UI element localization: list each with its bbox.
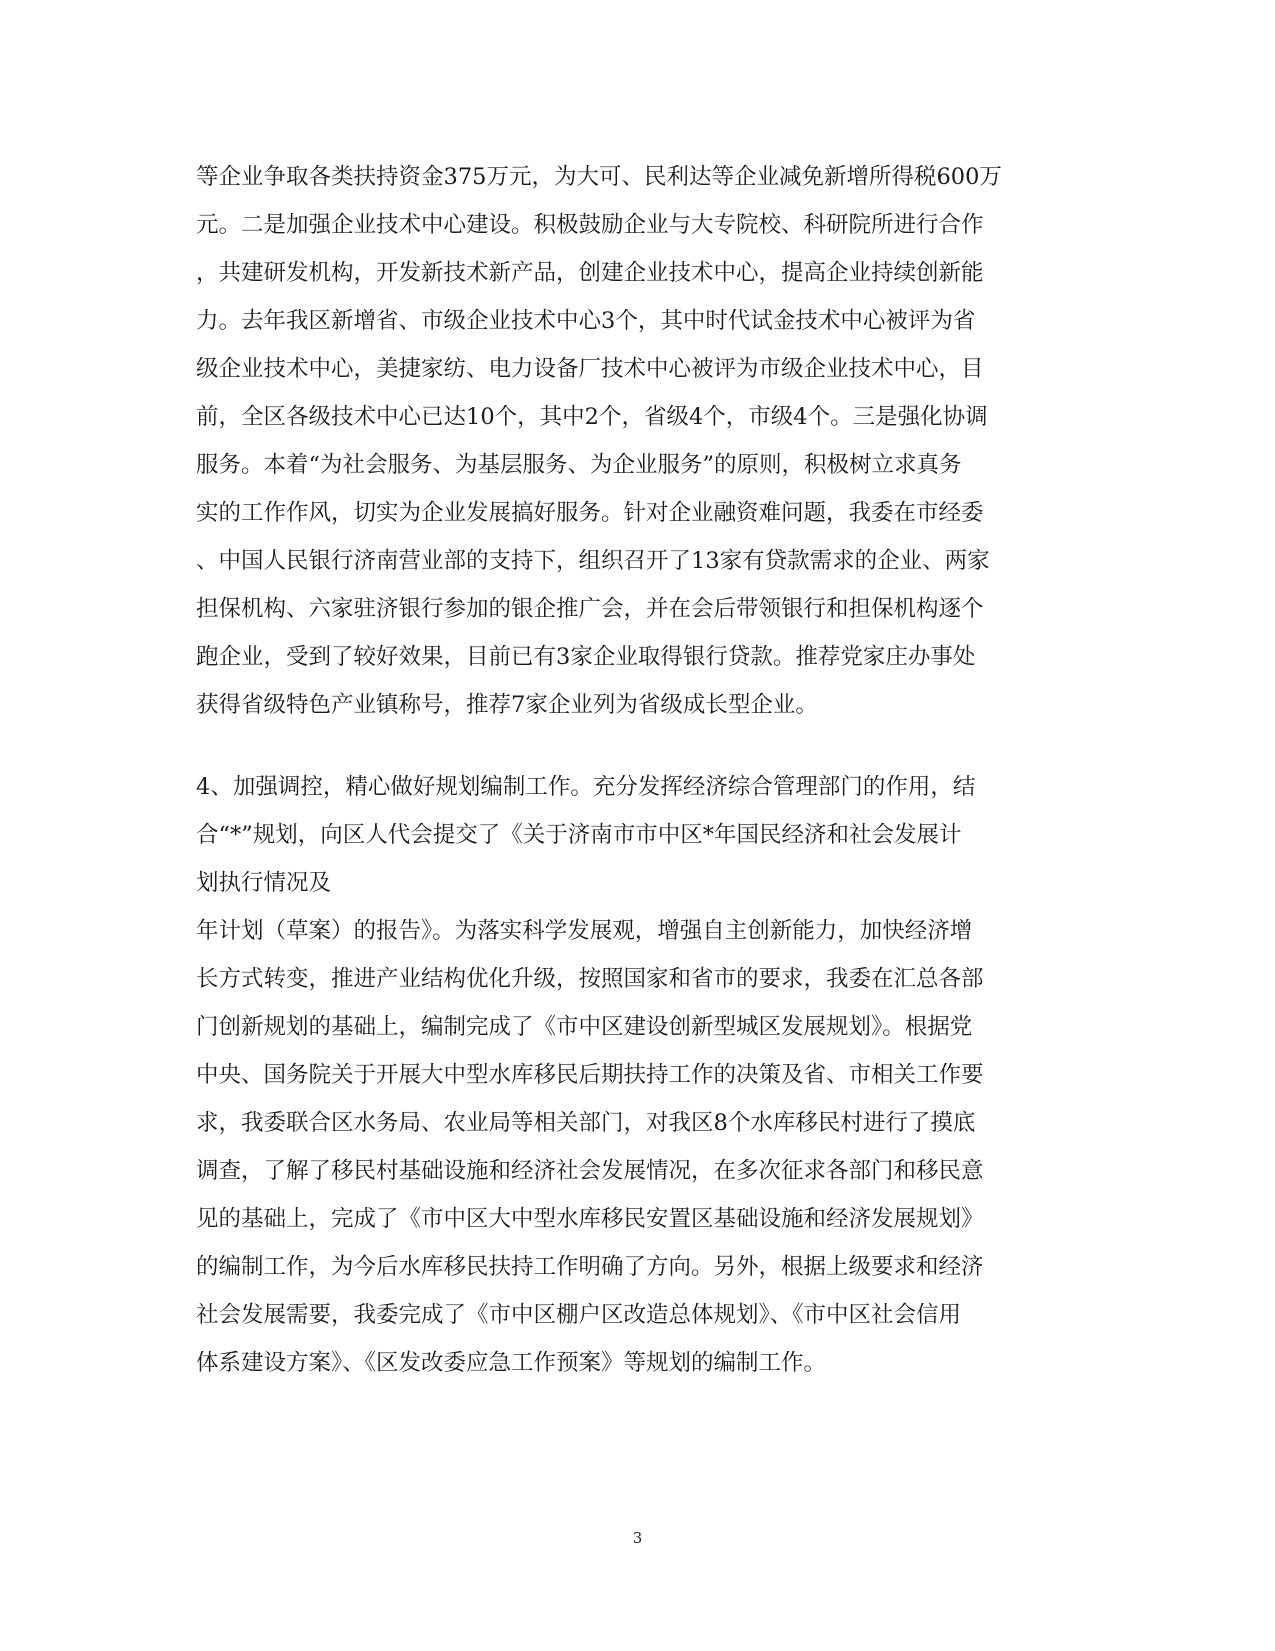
paragraph-line: 社会发展需要，我委完成了《市中区棚户区改造总体规划》、《市中区社会信用 bbox=[196, 1302, 962, 1328]
paragraph-line: 中央、国务院关于开展大中型水库移民后期扶持工作的决策及省、市相关工作要 bbox=[196, 1062, 984, 1088]
paragraph-line: 元。二是加强企业技术中心建设。积极鼓励企业与大专院校、科研院所进行合作 bbox=[196, 212, 984, 238]
paragraph-line: 实的工作作风，切实为企业发展搞好服务。针对企业融资难问题，我委在市经委 bbox=[196, 500, 984, 526]
paragraph-line: 年计划（草案）的报告》。为落实科学发展观，增强自主创新能力，加快经济增 bbox=[196, 918, 973, 944]
paragraph-line: 调查，了解了移民村基础设施和经济社会发展情况，在多次征求各部门和移民意 bbox=[196, 1158, 984, 1184]
paragraph-line: 担保机构、六家驻济银行参加的银企推广会，并在会后带领银行和担保机构逐个 bbox=[196, 596, 984, 622]
paragraph-line: 长方式转变，推进产业结构优化升级，按照国家和省市的要求，我委在汇总各部 bbox=[196, 966, 984, 992]
paragraph-line: 合“*”规划，向区人代会提交了《关于济南市市中区*年国民经济和社会发展计 bbox=[196, 822, 962, 848]
paragraph-1 bbox=[196, 153, 1076, 729]
paragraph-line: ，共建研发机构，开发新技术新产品，创建企业技术中心，提高企业持续创新能 bbox=[196, 260, 984, 286]
paragraph-line: 服务。本着“为社会服务、为基层服务、为企业服务”的原则，积极树立求真务 bbox=[196, 452, 962, 478]
paragraph-line: 求，我委联合区水务局、农业局等相关部门，对我区8个水库移民村进行了摸底 bbox=[196, 1110, 976, 1136]
paragraph-line: 见的基础上，完成了《市中区大中型水库移民安置区基础设施和经济发展规划》 bbox=[196, 1206, 984, 1232]
paragraph-line: 4、加强调控，精心做好规划编制工作。充分发挥经济综合管理部门的作用，结 bbox=[196, 774, 976, 800]
paragraph-line: 级企业技术中心，美捷家纺、电力设备厂技术中心被评为市级企业技术中心，目 bbox=[196, 356, 984, 382]
paragraph-line: 划执行情况及 bbox=[196, 870, 332, 896]
paragraph-line: 门创新规划的基础上，编制完成了《市中区建设创新型城区发展规划》。根据党 bbox=[196, 1014, 973, 1040]
paragraph-line: 等企业争取各类扶持资金375万元，为大可、民利达等企业减免新增所得税600万 bbox=[196, 164, 1002, 190]
paragraph-line: 力。去年我区新增省、市级企业技术中心3个，其中时代试金技术中心被评为省 bbox=[196, 308, 976, 334]
paragraph-2 bbox=[196, 763, 1076, 1387]
paragraph-line: 获得省级特色产业镇称号，推荐7家企业列为省级成长型企业。 bbox=[196, 692, 818, 718]
paragraph-line: 、中国人民银行济南营业部的支持下，组织召开了13家有贷款需求的企业、两家 bbox=[196, 548, 990, 574]
paragraph-line: 的编制工作，为今后水库移民扶持工作明确了方向。另外，根据上级要求和经济 bbox=[196, 1254, 984, 1280]
paragraph-line: 前，全区各级技术中心已达10个，其中2个，省级4个，市级4个。三是强化协调 bbox=[196, 404, 988, 430]
paragraph-line: 体系建设方案》、《区发改委应急工作预案》等规划的编制工作。 bbox=[196, 1350, 827, 1376]
paragraph-line: 跑企业，受到了较好效果，目前已有3家企业取得银行贷款。推荐党家庄办事处 bbox=[196, 644, 976, 670]
page-number: 3 bbox=[632, 1529, 643, 1547]
